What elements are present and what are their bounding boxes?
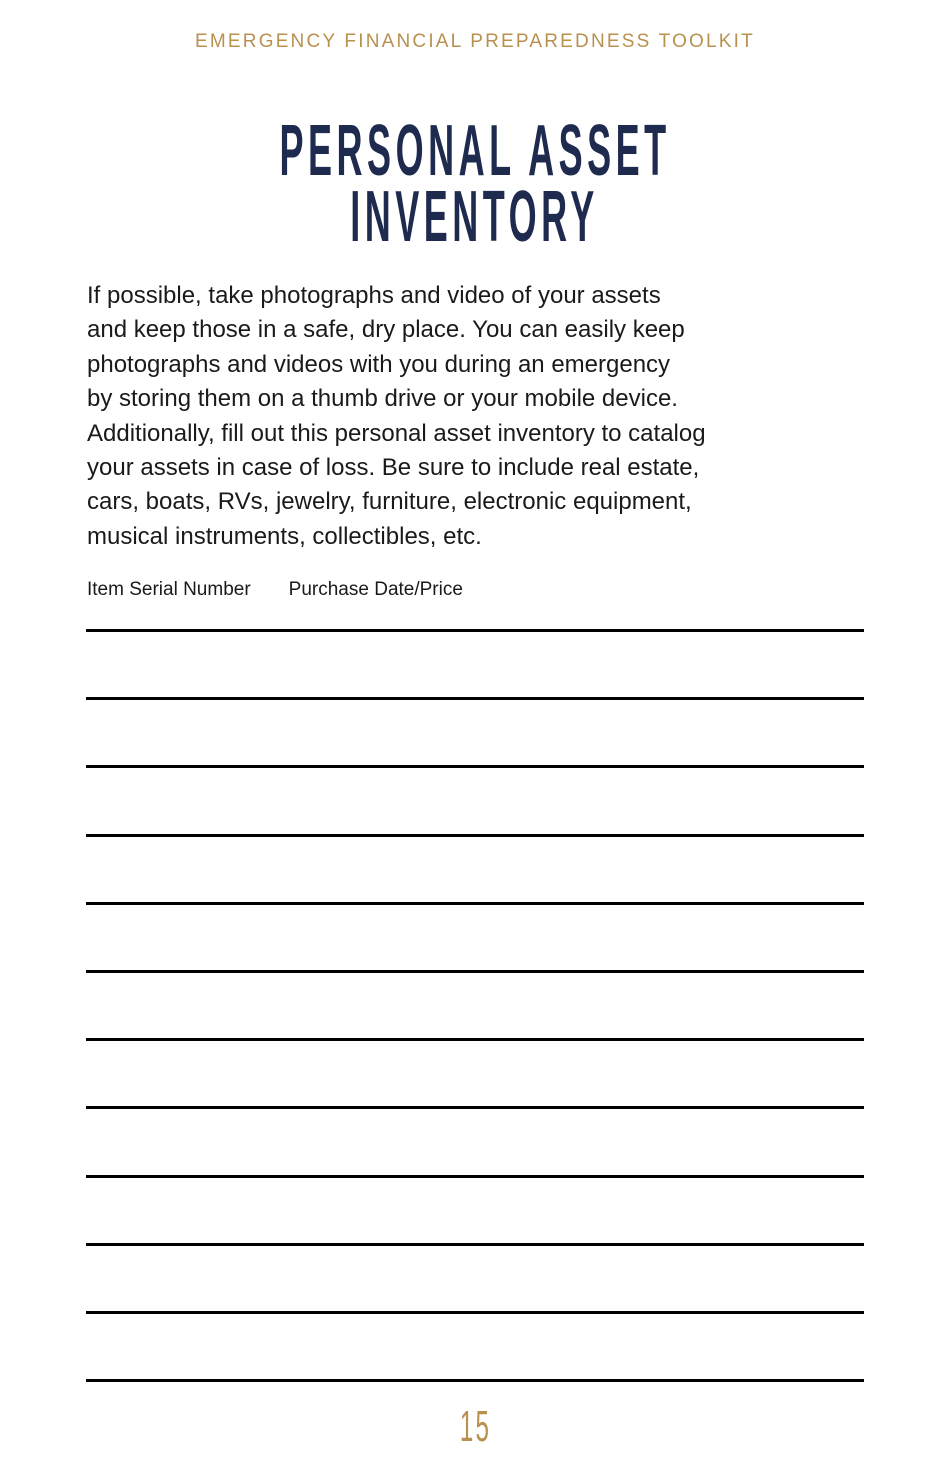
title-line-1: PERSONAL ASSET <box>279 111 671 191</box>
write-in-line[interactable] <box>86 1379 864 1382</box>
write-in-line[interactable] <box>86 697 864 700</box>
intro-line: your assets in case of loss. Be sure to include real estate, <box>87 454 700 482</box>
toolkit-kicker: EMERGENCY FINANCIAL PREPAREDNESS TOOLKIT <box>195 31 755 52</box>
write-in-line[interactable] <box>86 629 864 632</box>
write-in-line[interactable] <box>86 1038 864 1041</box>
write-in-line[interactable] <box>86 902 864 905</box>
page-number: 15 <box>459 1402 491 1451</box>
header-purchase-date-price: Purchase Date/Price <box>288 579 463 600</box>
write-in-line[interactable] <box>86 970 864 973</box>
intro-paragraph <box>87 279 867 554</box>
intro-line: musical instruments, collectibles, etc. <box>87 522 482 550</box>
header-item-serial-number: Item Serial Number <box>87 579 251 600</box>
page-title <box>0 111 950 257</box>
write-in-line[interactable] <box>86 834 864 837</box>
intro-line: If possible, take photographs and video of your assets <box>87 282 661 309</box>
intro-line: and keep those in a safe, dry place. You can easily keep <box>87 316 685 344</box>
write-in-line[interactable] <box>86 1106 864 1109</box>
write-in-line[interactable] <box>86 1175 864 1178</box>
intro-line: Additionally, fill out this personal asset inventory to catalog <box>87 419 706 447</box>
write-in-line[interactable] <box>86 1243 864 1246</box>
intro-line: cars, boats, RVs, jewelry, furniture, electronic equipment, <box>87 488 692 516</box>
intro-line: photographs and videos with you during an emergency <box>87 350 671 378</box>
form-headers <box>87 579 463 601</box>
write-in-line[interactable] <box>86 1311 864 1314</box>
write-in-line[interactable] <box>86 765 864 768</box>
intro-line: by storing them on a thumb drive or your mobile device. <box>87 385 678 413</box>
title-line-2: INVENTORY <box>350 177 600 257</box>
